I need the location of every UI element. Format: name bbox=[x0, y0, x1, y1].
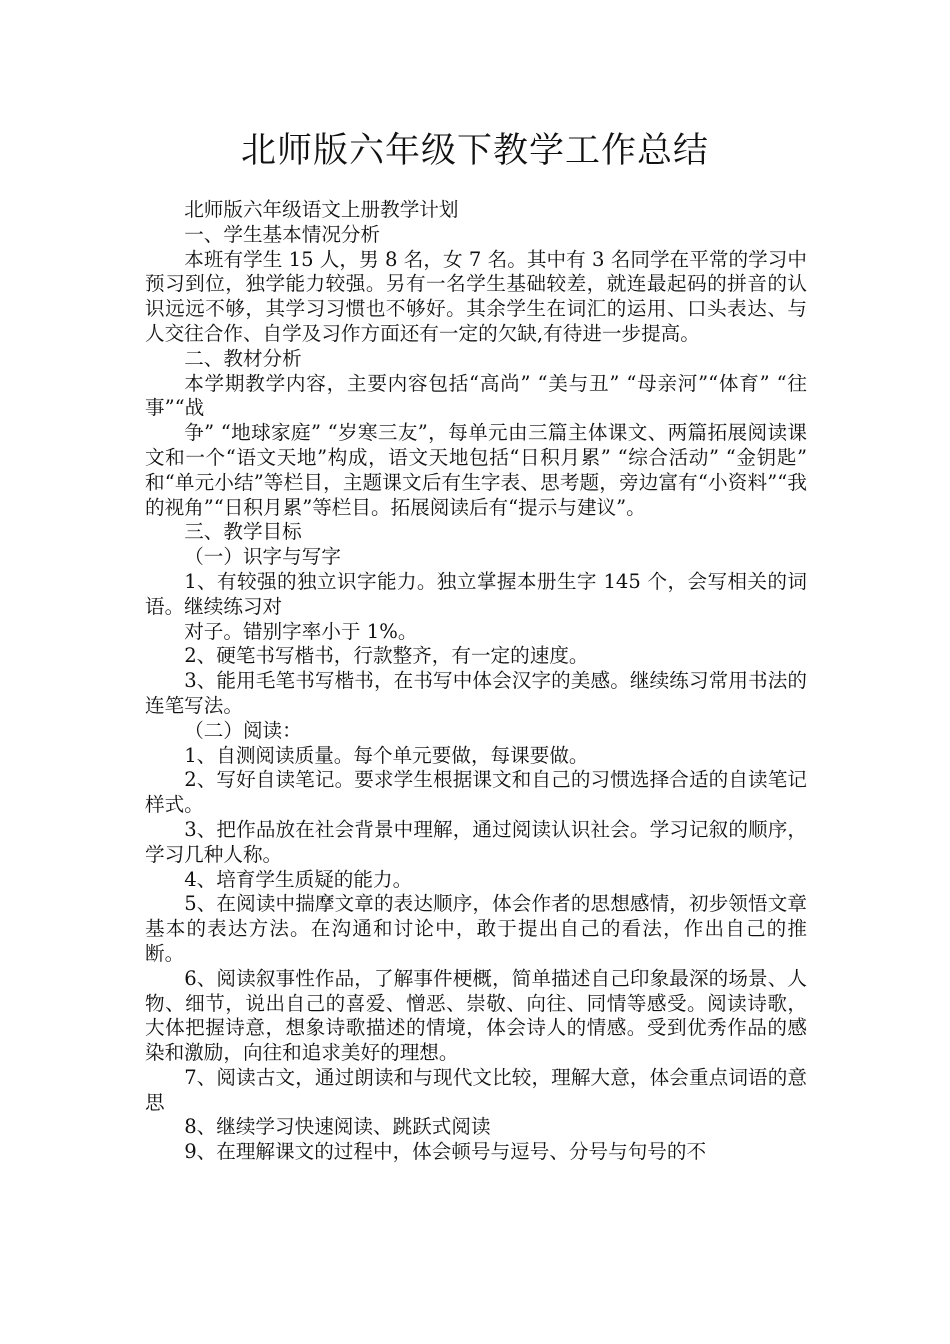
paragraph: 本学期教学内容，主要内容包括“高尚” “美与丑” “母亲河”“体育” “往事”“战 bbox=[145, 371, 807, 420]
list-item: 9、在理解课文的过程中，体会顿号与逗号、分号与句号的不 bbox=[184, 1140, 707, 1164]
list-item: 2、硬笔书写楷书，行款整齐，有一定的速度。 bbox=[184, 644, 589, 668]
section-heading: 三、教学目标 bbox=[184, 520, 302, 544]
list-item: 3、把作品放在社会背景中理解，通过阅读认识社会。学习记叙的顺序，学习几种人称。 bbox=[145, 817, 807, 866]
section-heading: 二、教材分析 bbox=[184, 346, 302, 370]
list-item: 1、自测阅读质量。每个单元要做，每课要做。 bbox=[184, 743, 589, 767]
list-item: 7、阅读古文，通过朗读和与现代文比较，理解大意，体会重点词语的意思 bbox=[145, 1065, 807, 1114]
subsection-heading: （二）阅读： bbox=[184, 718, 302, 742]
section-heading: 一、学生基本情况分析 bbox=[184, 222, 381, 246]
paragraph: 对子。错别字率小于 1%。 bbox=[184, 619, 418, 643]
list-item: 4、培育学生质疑的能力。 bbox=[184, 867, 413, 891]
subsection-heading: （一）识字与写字 bbox=[184, 545, 341, 569]
list-item: 1、有较强的独立识字能力。独立掌握本册生字 145 个，会写相关的词语。继续练习对 bbox=[145, 569, 807, 618]
list-item: 5、在阅读中揣摩文章的表达顺序，体会作者的思想感情，初步领悟文章基本的表达方法。在沟通和讨论中，敢于提出自己的看法，作出自己的推断。 bbox=[145, 892, 807, 965]
document-body bbox=[145, 198, 807, 1165]
paragraph: 本班有学生 15 人，男 8 名，女 7 名。其中有 3 名同学在平常的学习中预习到位，独学能力较强。另有一名学生基础较差，就连最起码的拼音的认识远远不够，其学习习惯也不够好。其余学生在词汇的运用、口头表达、与人交往合作、自学及习作方面还有一定的欠缺,有待进一步提高。 bbox=[145, 247, 807, 345]
paragraph: 争” “地球家庭” “岁寒三友”，每单元由三篇主体课文、两篇拓展阅读课文和一个“语文天地”构成，语文天地包括“日积月累” “综合活动” “金钥匙” 和“单元小结”等栏目，主题课文后有生字表、思考题，旁边富有“小资料”“我的视角”“日积月累”等栏目。拓展阅读后有“提示与建议”。 bbox=[145, 421, 807, 519]
document-title: 北师版六年级下教学工作总结 bbox=[240, 131, 709, 171]
list-item: 6、阅读叙事性作品，了解事件梗概，简单描述自己印象最深的场景、人物、细节，说出自己的喜爱、憎恶、崇敬、向往、同情等感受。阅读诗歌，大体把握诗意，想象诗歌描述的情境，体会诗人的情感。受到优秀作品的感染和激励，向往和追求美好的理想。 bbox=[145, 966, 807, 1065]
list-item: 2、写好自读笔记。要求学生根据课文和自己的习惯选择合适的自读笔记样式。 bbox=[145, 768, 807, 817]
list-item: 8、继续学习快速阅读、跳跃式阅读 bbox=[184, 1115, 491, 1139]
paragraph: 北师版六年级语文上册教学计划 bbox=[184, 198, 459, 221]
list-item: 3、能用毛笔书写楷书，在书写中体会汉字的美感。继续练习常用书法的连笔写法。 bbox=[145, 669, 807, 717]
